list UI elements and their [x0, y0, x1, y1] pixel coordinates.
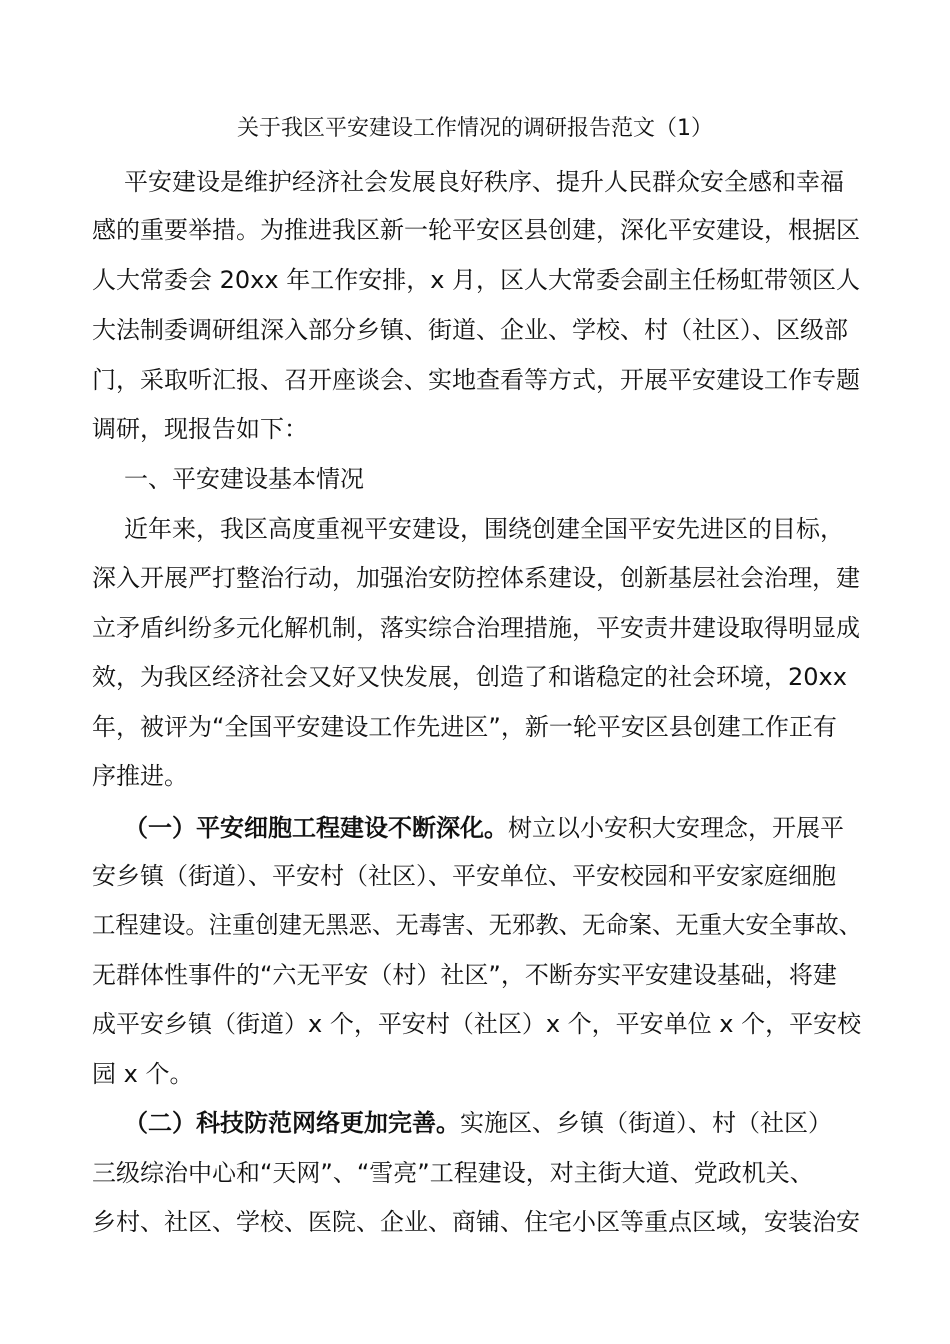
line-text: 实施区、乡镇（街道）、村（社区）	[460, 1109, 832, 1137]
line-text: 近年来，我区高度重视平安建设，围绕创建全国平安先进区的目标，	[124, 515, 844, 543]
line-text: 园 x 个。	[92, 1060, 194, 1088]
paragraph-line	[92, 1206, 860, 1238]
line-text: 树立以小安积大安理念，开展平	[508, 814, 844, 842]
paragraph-line	[92, 264, 860, 296]
line-text: 效，为我区经济社会又好又快发展，创造了和谐稳定的社会环境，20xx	[92, 663, 847, 691]
paragraph-line	[92, 562, 860, 594]
paragraph-line	[92, 214, 860, 246]
document-title: 关于我区平安建设工作情况的调研报告范文（1）	[237, 116, 713, 141]
paragraph-line	[92, 760, 188, 792]
section-heading	[124, 463, 364, 495]
paragraph-line	[92, 711, 837, 743]
paragraph-line	[92, 1157, 814, 1189]
subsection-heading: （一）平安细胞工程建设不断深化。	[124, 814, 508, 842]
line-text: 乡村、社区、学校、医院、企业、商铺、住宅小区等重点区域，安装治安	[92, 1208, 860, 1236]
paragraph-line	[92, 413, 308, 445]
line-text: 平安建设是维护经济社会发展良好秩序、提升人民群众安全感和幸福	[124, 168, 844, 196]
paragraph-line	[124, 166, 844, 198]
line-text: 安乡镇（街道）、平安村（社区）、平安单位、平安校园和平安家庭细胞	[92, 862, 836, 890]
line-text: 成平安乡镇（街道）x 个，平安村（社区）x 个，平安单位 x 个，平安校	[92, 1010, 862, 1038]
line-text: 无群体性事件的“六无平安（村）社区”，不断夯实平安建设基础，将建	[92, 961, 837, 989]
line-text: 大法制委调研组深入部分乡镇、街道、企业、学校、村（社区）、区级部	[92, 316, 848, 344]
line-text: 感的重要举措。为推进我区新一轮平安区县创建，深化平安建设，根据区	[92, 216, 860, 244]
line-text: 调研，现报告如下：	[92, 415, 308, 443]
line-text: 一、平安建设基本情况	[124, 465, 364, 493]
paragraph-line	[92, 314, 848, 346]
line-text: 序推进。	[92, 762, 188, 790]
paragraph-line	[124, 1107, 832, 1139]
line-text: 工程建设。注重创建无黑恶、无毒害、无邪教、无命案、无重大安全事故、	[92, 911, 862, 939]
paragraph-line	[124, 812, 844, 844]
paragraph-line	[124, 513, 844, 545]
paragraph-line	[92, 661, 847, 693]
line-text: 立矛盾纠纷多元化解机制，落实综合治理措施，平安责井建设取得明显成	[92, 614, 860, 642]
paragraph-line	[92, 364, 860, 396]
line-text: 年，被评为“全国平安建设工作先进区”，新一轮平安区县创建工作正有	[92, 713, 837, 741]
paragraph-line	[92, 1058, 193, 1090]
paragraph-line	[92, 1008, 861, 1040]
paragraph-line	[92, 909, 862, 941]
paragraph-line	[92, 612, 860, 644]
subsection-heading: （二）科技防范网络更加完善。	[124, 1109, 460, 1137]
line-text: 深入开展严打整治行动，加强治安防控体系建设，创新基层社会治理，建	[92, 564, 860, 592]
line-text: 三级综治中心和“天网”、“雪亮”工程建设，对主街大道、党政机关、	[92, 1159, 814, 1187]
line-text: 门，采取听汇报、召开座谈会、实地查看等方式，开展平安建设工作专题	[92, 366, 860, 394]
paragraph-line	[92, 860, 836, 892]
paragraph-line	[92, 959, 837, 991]
line-text: 人大常委会 20xx 年工作安排，x 月，区人大常委会副主任杨虹带领区人	[92, 266, 861, 294]
